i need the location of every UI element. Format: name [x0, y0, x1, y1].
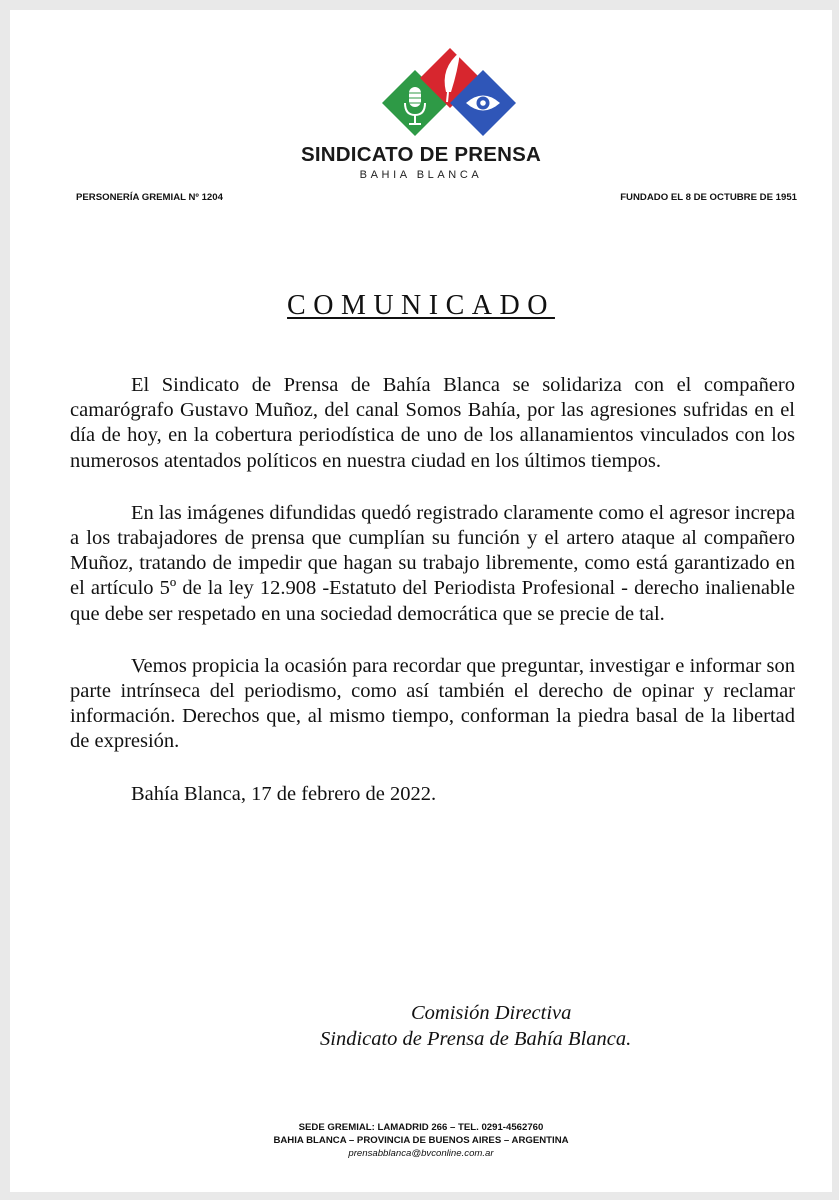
union-registration-number: PERSONERÍA GREMIAL Nº 1204 — [76, 192, 223, 203]
footer-email: prensabblanca@bvconline.com.ar — [348, 1148, 494, 1159]
union-logo — [380, 40, 520, 145]
signature-line-board: Comisión Directiva — [411, 1002, 572, 1024]
footer-address: SEDE GREMIAL: LAMADRID 266 – TEL. 0291-4562760 — [298, 1122, 544, 1133]
statement-paragraph: En las imágenes difundidas quedó registrado claramente como el agresor increpa a los trabajadores de prensa que cumplían su función y el artero ataque al compañero Muñoz, tratando de impedir que hagan su trabajo libremente, como está garantizado en el artículo 5º de la ley 12.908 -Estatuto del Periodista Profesional - derecho inalienable que debe ser respetado en una sociedad democrática que se precie de tal. — [70, 501, 795, 625]
footer — [10, 1121, 832, 1160]
organization-city: BAHIA BLANCA — [359, 169, 483, 181]
date-line: Bahía Blanca, 17 de febrero de 2022. — [131, 782, 437, 805]
organization-name: SINDICATO DE PRENSA — [301, 143, 541, 166]
signature-line-union: Sindicato de Prensa de Bahía Blanca. — [320, 1028, 632, 1050]
statement-body — [70, 373, 795, 834]
footer-location: BAHIA BLANCA – PROVINCIA DE BUENOS AIRES – ARGENTINA — [273, 1135, 569, 1146]
document-title-text: COMUNICADO — [287, 290, 555, 321]
document-page — [10, 10, 832, 1192]
statement-paragraph: Vemos propicia la ocasión para recordar que preguntar, investigar e informar son parte intrínseca del periodismo, como así también el derecho de opinar y reclamar información. Derechos que, al mismo tiempo, conforman la piedra basal de la libertad de expresión. — [70, 654, 795, 753]
document-title — [10, 290, 832, 322]
statement-paragraph: El Sindicato de Prensa de Bahía Blanca se solidariza con el compañero camarógrafo Gustavo Muñoz, del canal Somos Bahía, por las agresiones sufridas en el día de hoy, en la cobertura periodística de uno de los allanamientos vinculados con los numerosos atentados políticos en nuestra ciudad en los últimos tiempos. — [70, 374, 795, 472]
foundation-date: FUNDADO EL 8 DE OCTUBRE DE 1951 — [620, 192, 797, 203]
